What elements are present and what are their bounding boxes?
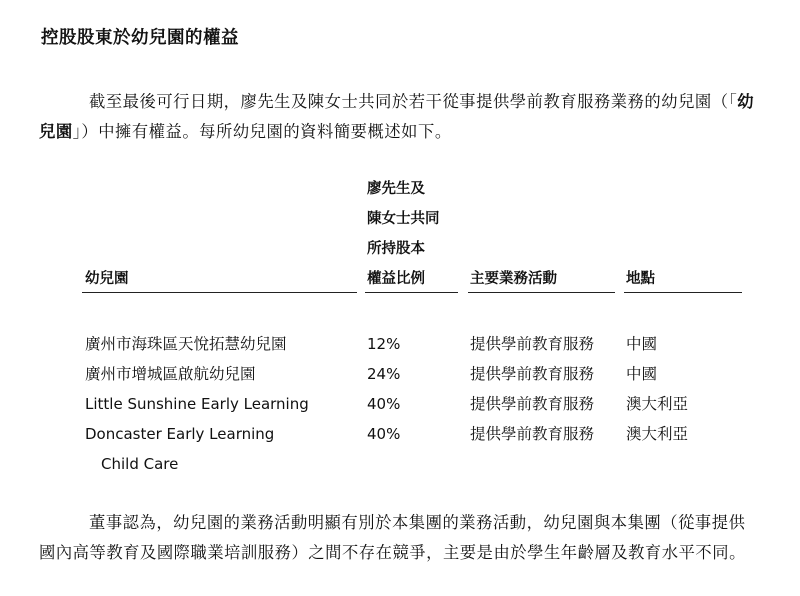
- header-underline: [468, 292, 615, 293]
- table-row: [0, 419, 800, 479]
- row-activity: 提供學前教育服務: [470, 335, 595, 353]
- conclusion-paragraph: 董事認為，幼兒園的業務活動明顯有別於本集團的業務活動，幼兒園與本集團（從事提供國內高等教育及國際職業培訓服務）之間不存在競爭，主要是由於學生年齡層及教育水平不同。: [39, 513, 746, 562]
- header-activity: 主要業務活動: [470, 271, 557, 287]
- row-name-line2: Child Care: [101, 455, 179, 473]
- intro-text-before: 截至最後可行日期，廖先生及陳女士共同於若干從事提供學前教育服務業務的幼兒園（「: [89, 92, 738, 111]
- row-name-line1: Doncaster Early Learning: [85, 425, 275, 443]
- header-interest-line: 廖先生及: [367, 181, 425, 197]
- header-interest-line: 所持股本: [367, 241, 425, 257]
- row-interest: 12%: [367, 335, 401, 353]
- table-row: [0, 389, 800, 419]
- row-location: 中國: [626, 335, 658, 353]
- row-location: 澳大利亞: [626, 425, 689, 443]
- row-activity: 提供學前教育服務: [470, 425, 595, 443]
- header-underline: [624, 292, 742, 293]
- row-name: 廣州市增城區啟航幼兒園: [85, 365, 256, 383]
- header-interest-line: 權益比例: [367, 271, 425, 287]
- row-interest: 40%: [367, 425, 401, 443]
- header-underline: [365, 292, 458, 293]
- row-name: [85, 419, 274, 479]
- header-interest-line: 陳女士共同: [367, 211, 440, 227]
- row-location: 中國: [626, 365, 658, 383]
- row-name: 廣州市海珠區天悅拓慧幼兒園: [85, 335, 287, 353]
- header-interest: [367, 174, 440, 294]
- intro-paragraph: [39, 87, 761, 147]
- row-interest: 40%: [367, 395, 401, 413]
- header-underline: [82, 292, 357, 293]
- intro-text-after: 」）中擁有權益。每所幼兒園的資料簡要概述如下。: [72, 122, 452, 141]
- section-heading: 控股股東於幼兒園的權益: [41, 28, 239, 48]
- table-row: [0, 359, 800, 389]
- row-activity: 提供學前教育服務: [470, 395, 595, 413]
- row-name: Little Sunshine Early Learning: [85, 395, 309, 413]
- table-row: [0, 329, 800, 359]
- header-location: 地點: [626, 271, 655, 287]
- defined-term: 幼兒園: [39, 92, 755, 141]
- row-interest: 24%: [367, 365, 401, 383]
- row-location: 澳大利亞: [626, 395, 689, 413]
- row-activity: 提供學前教育服務: [470, 365, 595, 383]
- header-kindergarten: 幼兒園: [85, 271, 129, 287]
